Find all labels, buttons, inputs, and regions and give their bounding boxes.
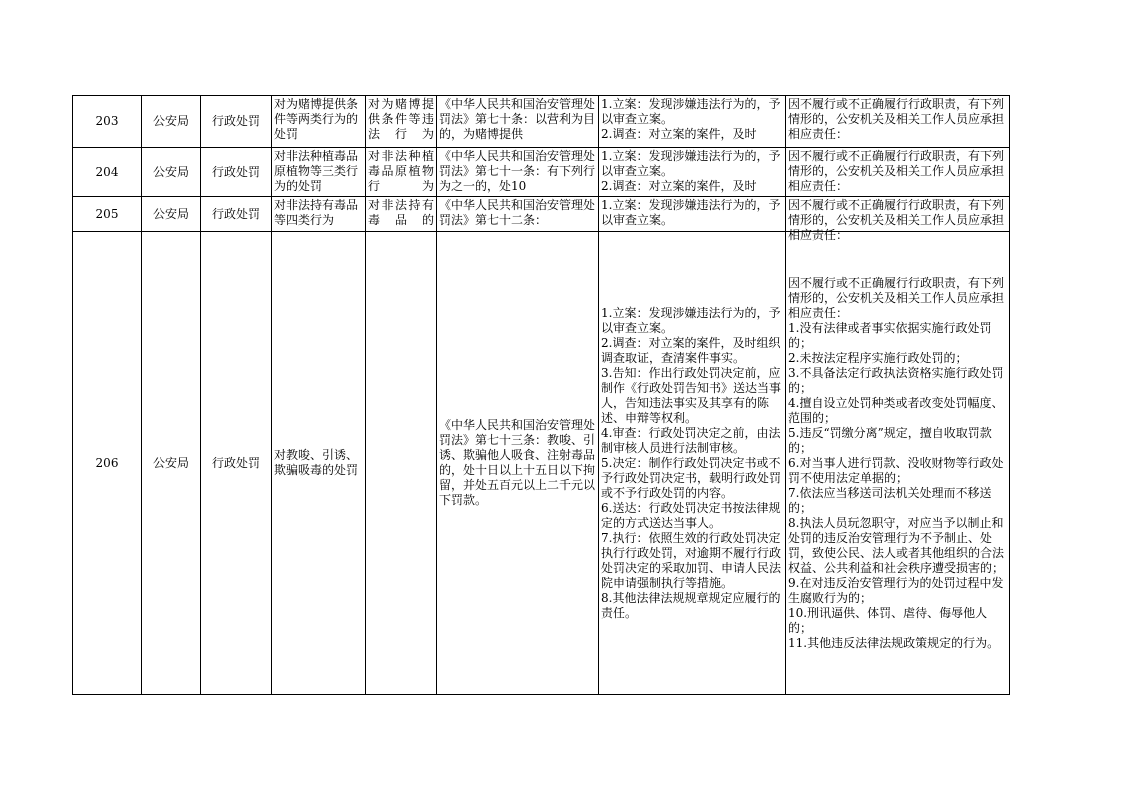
process-step: 3.告知：作出行政处罚决定前，应制作《行政处罚告知书》送达当事人，告知违法事实及其享有的陈述、申辩等权利。	[601, 365, 782, 425]
responsibility-cell	[786, 148, 1010, 197]
powers-list-table	[72, 95, 1010, 695]
row-number: 204	[73, 148, 142, 197]
responsibility-cell	[786, 96, 1010, 148]
process-step: 5.决定：制作行政处罚决定书或不予行政处罚决定书，载明行政处罚或不予行政处罚的内容。	[601, 455, 782, 500]
responsibility-item: 6.对当事人进行罚款、没收财物等行政处罚不使用法定单据的；	[788, 455, 1004, 485]
process-step: 1.立案：发现涉嫌违法行为的，予以审查立案。	[601, 198, 781, 227]
power-category-cell: 行政处罚	[201, 96, 272, 148]
department-cell: 公安局	[142, 148, 201, 197]
legal-basis-cell	[437, 197, 599, 232]
responsibility-item: 因不履行或不正确履行行政职责，有下列情形的，公安机关及相关工作人员应承担相应责任：	[788, 97, 1005, 141]
row-number: 203	[73, 96, 142, 148]
subject-cell	[366, 197, 437, 232]
responsibility-cell	[786, 197, 1010, 242]
process-step: 8.其他法律法规规章规定应履行的责任。	[601, 590, 781, 620]
process-step: 2.调查：对立案的案件，及时组织调查取证，查清案件事实。	[601, 335, 781, 365]
subject-text: 对为赌博提供条件等违法行为	[368, 97, 434, 141]
subject-text: 对非法种植毒品原植物行为	[368, 148, 434, 193]
process-cell	[599, 148, 786, 197]
process-cell	[599, 232, 786, 695]
process-step: 6.送达：行政处罚决定书按法律规定的方式送达当事人。	[601, 500, 781, 530]
responsibility-item: 2.未按法定程序实施行政处罚的；	[788, 350, 968, 365]
power-category-cell: 行政处罚	[201, 148, 272, 197]
responsibility-item: 11.其他违反法律法规政策规定的行为。	[788, 635, 1000, 650]
power-item-text: 对为赌博提供条件等两类行为的处罚	[274, 97, 359, 141]
power-item-text: 对非法种植毒品原植物等三类行为的处罚	[274, 148, 359, 193]
process-step: 7.执行：依照生效的行政处罚决定执行行政处罚，对逾期不履行行政处罚决定的采取加罚、申请人民法院申请强制执行等措施。	[601, 530, 782, 590]
table-row	[73, 96, 1010, 148]
table-row	[73, 148, 1010, 197]
process-step: 1.立案：发现涉嫌违法行为的，予以审查立案。	[601, 148, 781, 178]
power-item-cell	[272, 232, 366, 695]
power-item-cell	[272, 148, 366, 197]
responsibility-cell	[786, 232, 1010, 695]
responsibility-item: 5.违反“罚缴分离”规定，擅自收取罚款的；	[788, 425, 992, 455]
table-row	[73, 232, 1010, 695]
power-category-cell: 行政处罚	[201, 197, 272, 232]
power-category-cell: 行政处罚	[201, 232, 272, 695]
row-number: 206	[73, 232, 142, 695]
power-item-cell	[272, 96, 366, 148]
process-step: 2.调查：对立案的案件，及时	[601, 127, 757, 141]
legal-basis-text: 《中华人民共和国治安管理处罚法》第七十三条：教唆、引诱、欺骗他人吸食、注射毒品的，处十日以上十五日以下拘留，并处五百元以上二千元以下罚款。	[439, 418, 596, 507]
responsibility-item: 10.刑讯逼供、体罚、虐待、侮辱他人的；	[788, 605, 988, 635]
department-cell: 公安局	[142, 96, 201, 148]
department-cell: 公安局	[142, 232, 201, 695]
responsibility-item: 3.不具备法定行政执法资格实施行政处罚的；	[788, 365, 1004, 395]
process-step: 2.调查：对立案的案件，及时	[601, 178, 757, 193]
process-step: 4.审查：行政处罚决定之前，由法制审核人员进行法制审核。	[601, 425, 781, 455]
responsibility-item: 4.擅自设立处罚种类或者改变处罚幅度、范围的；	[788, 395, 1004, 425]
responsibility-item: 因不履行或不正确履行行政职责，有下列情形的，公安机关及相关工作人员应承担相应责任：	[788, 148, 1005, 193]
subject-cell	[366, 148, 437, 197]
responsibility-item: 8.执法人员玩忽职守，对应当予以制止和处罚的违反治安管理行为不予制止、处罚，致使公民、法人或者其他组织的合法权益、公共利益和社会秩序遭受损害的；	[788, 515, 1005, 575]
process-step: 1.立案：发现涉嫌违法行为的，予以审查立案。	[601, 97, 781, 126]
responsibility-item: 因不履行或不正确履行行政职责，有下列情形的，公安机关及相关工作人员应承担相应责任：	[788, 275, 1005, 320]
subject-text: 对非法持有毒品的	[368, 198, 434, 227]
subject-cell	[366, 96, 437, 148]
responsibility-item: 9.在对违反治安管理行为的处罚过程中发生腐败行为的；	[788, 575, 1004, 605]
table-row	[73, 197, 1010, 232]
department-cell: 公安局	[142, 197, 201, 232]
power-item-text: 对非法持有毒品等四类行为	[274, 198, 359, 227]
legal-basis-cell	[437, 232, 599, 695]
responsibility-item: 1.没有法律或者事实依据实施行政处罚的；	[788, 320, 992, 350]
subject-cell	[366, 232, 437, 695]
legal-basis-cell	[437, 148, 599, 197]
row-number: 205	[73, 197, 142, 232]
legal-basis-cell	[437, 96, 599, 148]
process-cell	[599, 96, 786, 148]
responsibility-item: 因不履行或不正确履行行政职责，有下列情形的，公安机关及相关工作人员应承担相应责任：	[788, 198, 1005, 242]
legal-basis-text: 《中华人民共和国治安管理处罚法》第七十二条：	[439, 198, 596, 227]
responsibility-item: 7.依法应当移送司法机关处理而不移送的；	[788, 485, 992, 515]
power-item-text: 对教唆、引诱、欺骗吸毒的处罚	[274, 448, 359, 477]
process-cell	[599, 197, 786, 232]
power-item-cell	[272, 197, 366, 232]
legal-basis-text: 《中华人民共和国治安管理处罚法》第七十一条：有下列行为之一的，处10	[439, 148, 596, 193]
legal-basis-text: 《中华人民共和国治安管理处罚法》第七十条：以营利为目的，为赌博提供	[439, 97, 596, 141]
process-step: 1.立案：发现涉嫌违法行为的，予以审查立案。	[601, 305, 781, 335]
